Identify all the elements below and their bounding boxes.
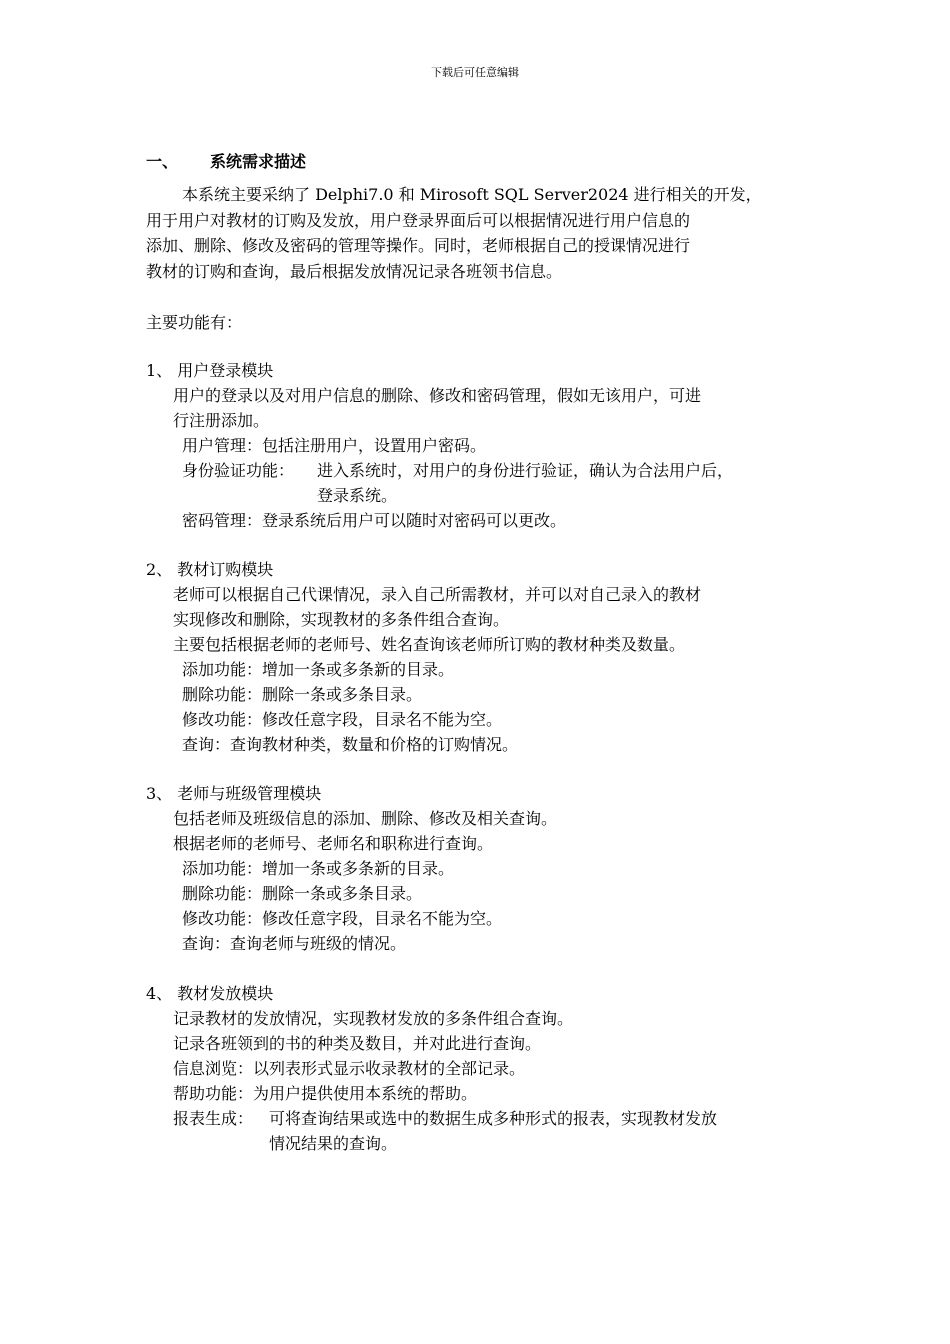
intro-line: 本系统主要采纳了 Delphi7.0 和 Mirosoft SQL Server2024 进行相关的开发，: [182, 185, 762, 204]
module-desc: 根据老师的老师号、老师名和职称进行查询。: [173, 834, 494, 853]
page-header: 下载后可任意编辑: [431, 66, 519, 79]
module-desc: 主要包括根据老师的老师号、姓名查询该老师所订购的教材种类及数量。: [173, 635, 686, 654]
function-item: 删除功能：删除一条或多条目录。: [182, 685, 423, 704]
module-desc: 实现修改和删除，实现教材的多条件组合查询。: [173, 610, 510, 629]
module-desc: 用户的登录以及对用户信息的删除、修改和密码管理，假如无该用户，可进: [173, 386, 702, 405]
function-text: 登录系统。: [317, 486, 398, 505]
function-item: 查询：查询教材种类，数量和价格的订购情况。: [182, 735, 519, 754]
function-item: 用户管理：包括注册用户，设置用户密码。: [182, 436, 487, 455]
module-title: 3、 老师与班级管理模块: [146, 784, 322, 803]
module-desc: 记录教材的发放情况，实现教材发放的多条件组合查询。: [173, 1009, 574, 1028]
function-text: 可将查询结果或选中的数据生成多种形式的报表，实现教材发放: [269, 1109, 718, 1128]
section-heading: [146, 151, 306, 173]
intro-line: 添加、删除、修改及密码的管理等操作。同时，老师根据自己的授课情况进行: [146, 236, 691, 255]
intro-line: 教材的订购和查询，最后根据发放情况记录各班领书信息。: [146, 262, 563, 281]
module-title: 1、 用户登录模块: [146, 361, 274, 380]
module-desc: 老师可以根据自己代课情况，录入自己所需教材，并可以对自己录入的教材: [173, 585, 702, 604]
functions-title: 主要功能有：: [146, 313, 243, 332]
function-item: 添加功能：增加一条或多条新的目录。: [182, 859, 455, 878]
function-label: 身份验证功能：: [182, 461, 295, 480]
function-item: 信息浏览：以列表形式显示收录教材的全部记录。: [173, 1059, 526, 1078]
function-item: 密码管理：登录系统后用户可以随时对密码可以更改。: [182, 511, 567, 530]
function-item: 修改功能：修改任意字段，目录名不能为空。: [182, 909, 503, 928]
section-title: 系统需求描述: [210, 152, 307, 171]
module-desc: 记录各班领到的书的种类及数目，并对此进行查询。: [173, 1034, 542, 1053]
function-item: 帮助功能：为用户提供使用本系统的帮助。: [173, 1084, 478, 1103]
module-title: 2、 教材订购模块: [146, 560, 274, 579]
module-title: 4、 教材发放模块: [146, 984, 274, 1003]
section-number: 一、: [146, 152, 179, 171]
function-item: 添加功能：增加一条或多条新的目录。: [182, 660, 455, 679]
module-desc: 包括老师及班级信息的添加、删除、修改及相关查询。: [173, 809, 558, 828]
function-label: 报表生成：: [173, 1109, 254, 1128]
function-item: [182, 459, 733, 483]
function-text: 情况结果的查询。: [269, 1134, 398, 1153]
module-desc: 行注册添加。: [173, 411, 270, 430]
function-item: 删除功能：删除一条或多条目录。: [182, 884, 423, 903]
function-item: 查询：查询老师与班级的情况。: [182, 934, 407, 953]
function-text: 进入系统时，对用户的身份进行验证，确认为合法用户后，: [317, 461, 734, 480]
function-item: 修改功能：修改任意字段，目录名不能为空。: [182, 710, 503, 729]
intro-line: 用于用户对教材的订购及发放，用户登录界面后可以根据情况进行用户信息的: [146, 211, 691, 230]
function-item: [173, 1107, 717, 1131]
